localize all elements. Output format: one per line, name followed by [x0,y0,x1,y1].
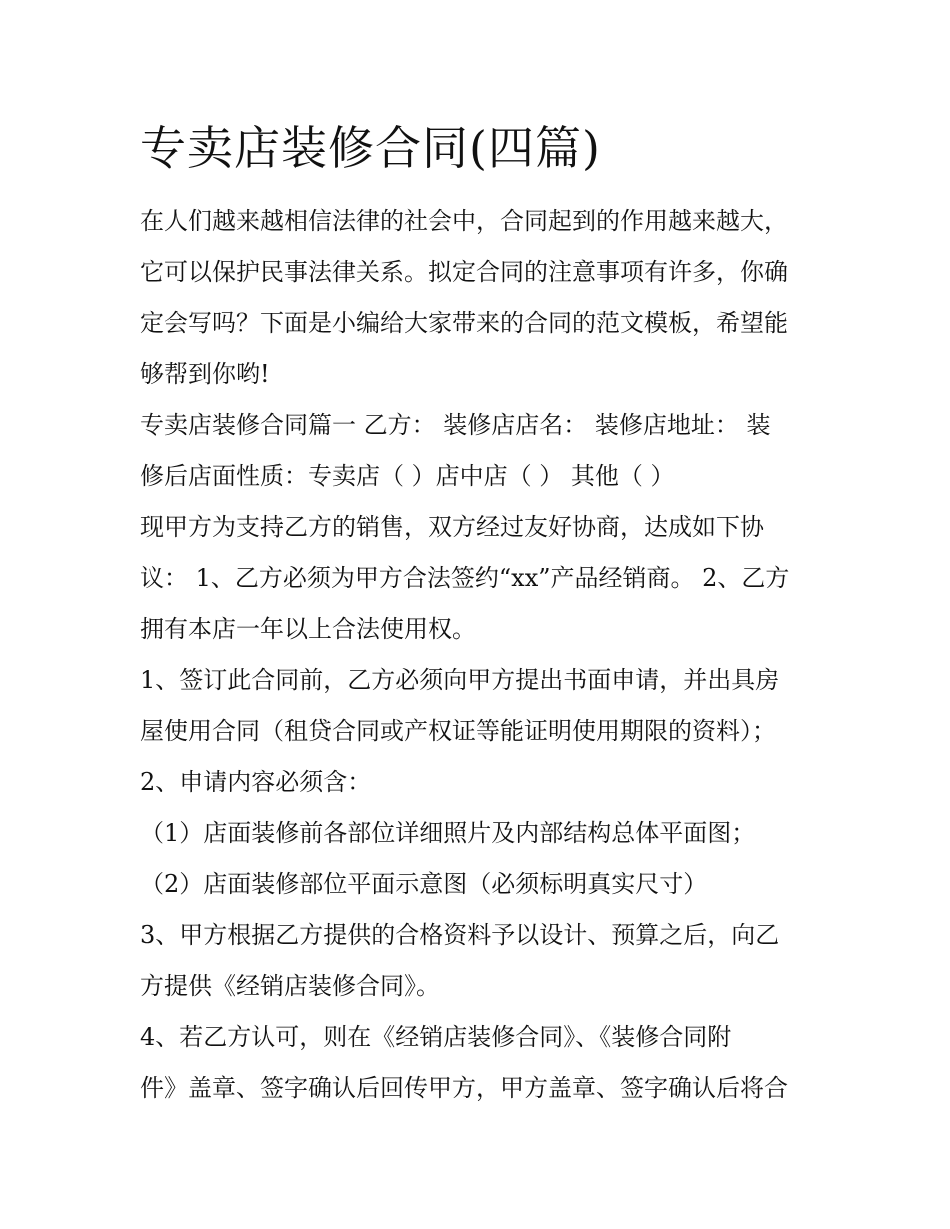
text-line: 现甲方为支持乙方的销售，双方经过友好协商，达成如下协 [140,513,764,541]
text-line: （1）店面装修前各部位详细照片及内部结构总体平面图； [140,819,756,847]
text-line: 它可以保护民事法律关系。拟定合同的注意事项有许多，你确 [140,258,788,286]
text-line: 议： 1、乙方必须为甲方合法签约“xx”产品经销商。 2、乙方 [140,564,790,592]
document-title: 专卖店装修合同(四篇) [140,121,601,175]
text-line: 4、若乙方认可，则在《经销店装修合同》、《装修合同附 [140,1023,732,1051]
text-line: 方提供《经销店装修合同》。 [140,972,440,1000]
text-line: 2、申请内容必须含： [140,768,372,796]
text-line: 拥有本店一年以上合法使用权。 [140,615,476,643]
text-line: （2）店面装修部位平面示意图（必须标明真实尺寸） [140,870,708,898]
text-line: 屋使用合同（租贷合同或产权证等能证明使用期限的资料）； [140,717,776,745]
document-page [140,112,820,1114]
text-line: 在人们越来越相信法律的社会中，合同起到的作用越来越大， [140,207,788,235]
document-body [140,196,820,1114]
text-line: 够帮到你哟! [140,360,270,388]
text-line: 定会写吗？下面是小编给大家带来的合同的范文模板，希望能 [140,309,788,337]
text-line: 专卖店装修合同篇一 乙方： 装修店店名： 装修店地址： 装 [140,411,771,439]
text-line: 3、甲方根据乙方提供的合格资料予以设计、预算之后，向乙 [140,921,780,949]
text-line: 修后店面性质：专卖店（ ）店中店（ ） 其他（ ） [140,462,675,490]
text-line: 1、签订此合同前，乙方必须向甲方提出书面申请，并出具房 [140,666,780,694]
text-line: 件》盖章、签字确认后回传甲方，甲方盖章、签字确认后将合 [140,1074,788,1102]
